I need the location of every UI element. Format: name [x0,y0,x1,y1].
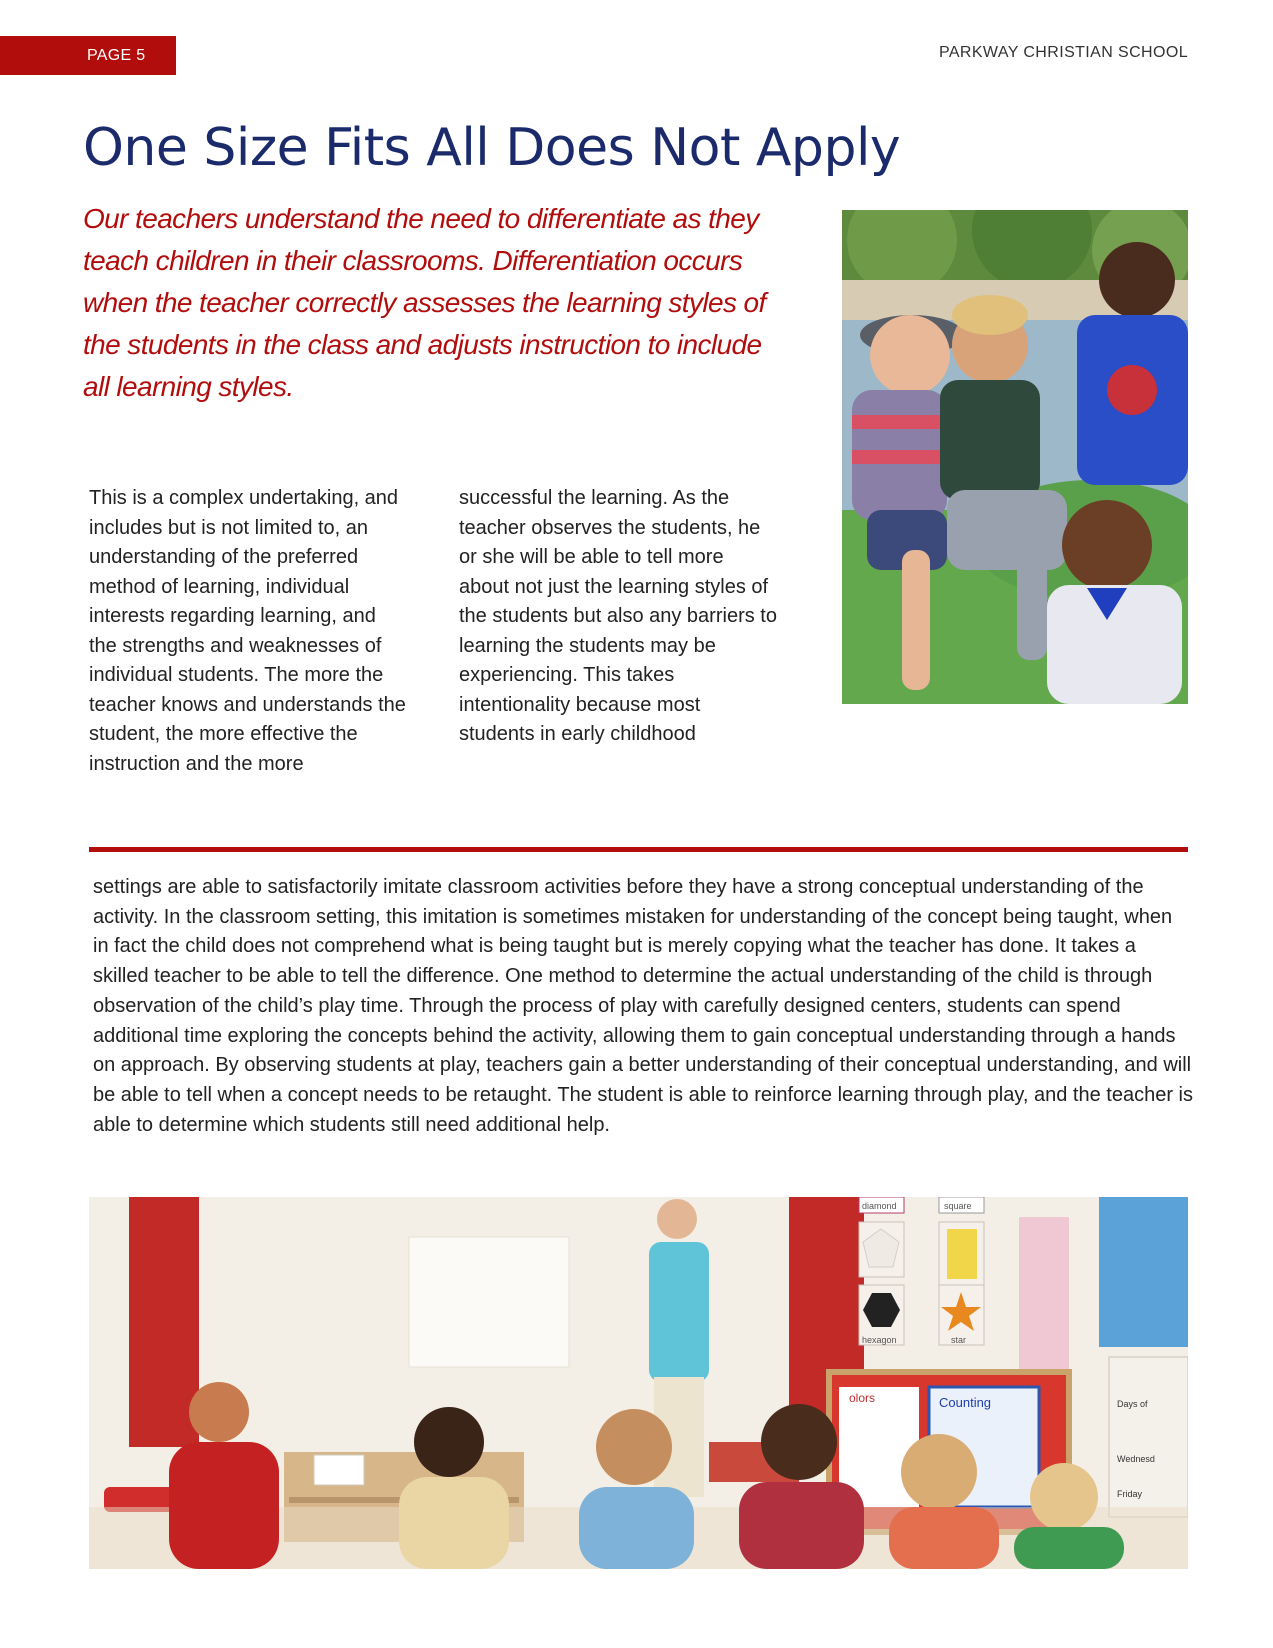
days-of-label: Days of [1117,1399,1148,1409]
shape-diamond-label: diamond [862,1201,897,1211]
school-name: PARKWAY CHRISTIAN SCHOOL [938,44,1188,61]
shape-hexagon-label: hexagon [862,1335,897,1345]
body-column-2: successful the learning. As the teacher observes the students, he or she will be able to tell more about not just the learning styles of the students but also any barriers to learning the students may be experiencing. This takes intentionality because most students in early childhood [459,487,777,745]
lead-paragraph: Our teachers understand the need to differentiate as they teach children in their classrooms. Differentiation occurs when the teacher correctly assesses the learning styles of the students in the class and adjusts instruction to include all learning styles. [83,203,766,402]
page-number-tab: PAGE 5 [0,36,176,75]
body-column-1: This is a complex undertaking, and includes but is not limited to, an understanding of the preferred method of learning, individual interests regarding learning, and the strengths and weaknesses of individual students. The more the teacher knows and understands the student, the more effective the instruction and the more [89,487,406,775]
body-continued: settings are able to satisfactorily imitate classroom activities before they have a strong conceptual understanding of the activity. In the classroom setting, this imitation is sometimes mistaken for understanding of the concept being taught, when in fact the child does not comprehend what is being taught but is merely copying what the teacher has done. It takes a skilled teacher to be able to tell the difference. One method to determine the actual understanding of the child is through observation of the child’s play time. Through the process of play with carefully designed centers, students can spend additional time exploring the concepts behind the activity, allowing them to gain conceptual understanding through a hands on approach. By observing students at play, teachers gain a better understanding of their conceptual understanding, and will be able to tell when a concept needs to be retaught. The student is able to reinforce learning through play, and the teacher is able to determine which students still need additional help. [93,876,1193,1136]
children-photo [842,210,1188,704]
children-photo-illustration [842,210,1188,704]
article-title: One Size Fits All Does Not Apply [83,118,901,178]
classroom-photo [89,1197,1188,1569]
friday-label: Friday [1117,1489,1143,1499]
classroom-photo-illustration [89,1197,1188,1569]
counting-poster-title: Counting [939,1395,992,1410]
shape-square-label: square [944,1201,972,1211]
shape-star-label: star [951,1335,967,1345]
wednesday-label: Wednesd [1117,1454,1155,1464]
section-divider [89,847,1188,852]
colors-poster-title: olors [849,1391,876,1405]
